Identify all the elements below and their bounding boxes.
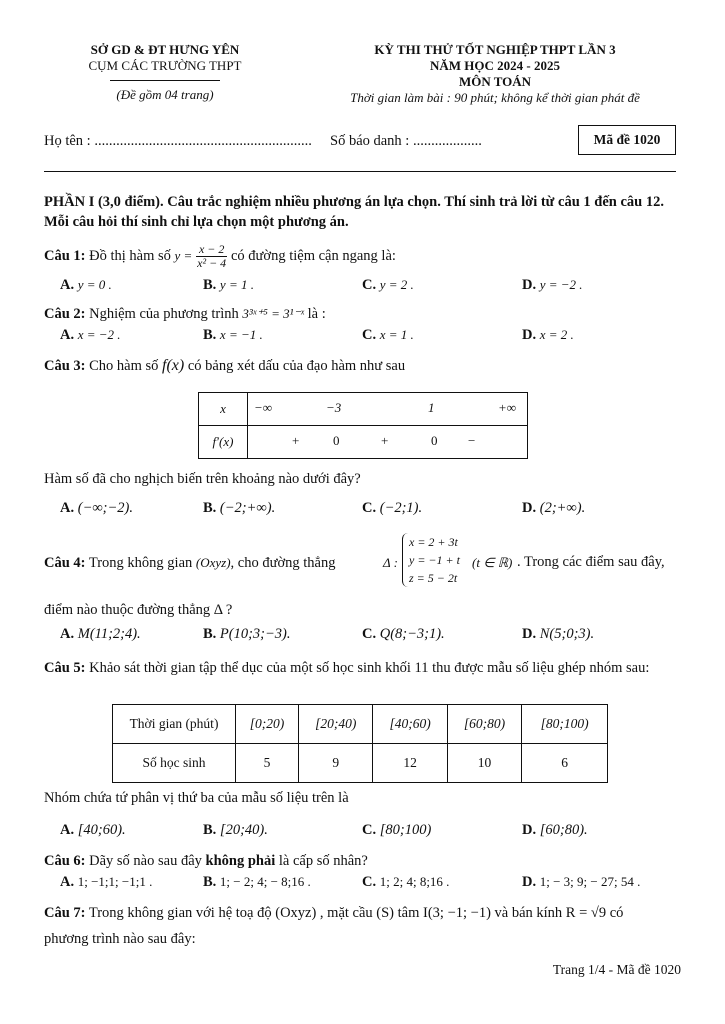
count-0: 5 xyxy=(236,744,299,783)
q6-opt-a-label: A. xyxy=(60,874,75,890)
q5-label: Câu 5: xyxy=(44,660,86,676)
q3-label: Câu 3: xyxy=(44,358,86,374)
q6-stem xyxy=(44,853,368,870)
q2-opt-b[interactable]: x = −1 . xyxy=(219,327,263,342)
header-rule xyxy=(44,171,676,172)
count-4: 6 xyxy=(522,744,608,783)
sign-table-row-fprime xyxy=(199,426,528,459)
group-1: [20;40) xyxy=(299,705,373,744)
q6-opt-b[interactable]: 1; − 2; 4; − 8;16 . xyxy=(219,874,311,889)
q4-opt-b[interactable]: P(10;3;−3). xyxy=(219,626,291,642)
header-left xyxy=(60,42,270,103)
q4-line2: điểm nào thuộc đường thẳng Δ ? xyxy=(44,602,233,618)
q2-opt-a-label: A. xyxy=(60,327,75,343)
q5-text: Khảo sát thời gian tập thể dục của một số học sinh khối 11 thu được mẫu số liệu ghép nhóm sau: xyxy=(89,660,650,676)
group-0: [0;20) xyxy=(236,705,299,744)
q6-opt-c-label: C. xyxy=(362,874,377,890)
q5-opt-b-label: B. xyxy=(203,822,217,838)
q3-stem xyxy=(44,357,405,375)
x-val-3: +∞ xyxy=(498,400,517,415)
q4-opt-d-label: D. xyxy=(522,626,537,642)
sign-table xyxy=(198,392,528,459)
q1-opt-a[interactable]: y = 0 . xyxy=(77,277,112,292)
q4-system xyxy=(402,533,460,587)
q4-eq-y: y = −1 + t xyxy=(409,553,460,567)
q2-options xyxy=(60,327,680,347)
divider xyxy=(110,80,220,81)
q7-stem xyxy=(44,905,684,922)
q4-eq-z: z = 5 − 2t xyxy=(409,571,458,585)
candidate-id-field: Số báo danh : ................... xyxy=(330,133,482,149)
q1-label: Câu 1: xyxy=(44,247,86,264)
q5-stem xyxy=(44,658,680,678)
q1-opt-d-label: D. xyxy=(522,277,537,293)
q2-opt-b-label: B. xyxy=(203,327,217,343)
q1-opt-b-label: B. xyxy=(203,277,217,293)
sign-table-fprime-values xyxy=(248,426,528,459)
freq-head-time: Thời gian (phút) xyxy=(113,705,236,744)
q6-opt-a[interactable]: 1; −1;1; −1;1 . xyxy=(77,874,153,889)
q1-opt-c-label: C. xyxy=(362,277,377,293)
q3-fx: f(x) xyxy=(162,357,185,374)
x-val-1: −3 xyxy=(326,400,342,415)
q5-opt-c[interactable]: [80;100) xyxy=(379,822,432,838)
q4-mid: , cho đường thẳng xyxy=(230,555,336,571)
q5-opt-a[interactable]: [40;60). xyxy=(77,822,126,838)
q4-opt-c-label: C. xyxy=(362,626,377,642)
q3-opt-d[interactable]: (2;+∞). xyxy=(539,500,586,516)
subject: MÔN TOÁN xyxy=(458,74,532,89)
sign-table-fprime-head: f′(x) xyxy=(199,426,248,459)
q4-post: . Trong các điểm sau đây, xyxy=(517,554,665,570)
q4-opt-b-label: B. xyxy=(203,626,217,642)
sign-2: + xyxy=(381,433,389,448)
count-3: 10 xyxy=(447,744,521,783)
q1-opt-a-label: A. xyxy=(60,277,75,293)
sign-4: − xyxy=(468,433,476,448)
q6-opt-d[interactable]: 1; − 3; 9; − 27; 54 . xyxy=(539,874,641,889)
q5-opt-a-label: A. xyxy=(60,822,75,838)
q3-options xyxy=(60,500,680,520)
q4-oxyz: (Oxyz) xyxy=(195,555,231,570)
q2-pre: Nghiệm của phương trình xyxy=(89,306,239,322)
frequency-table xyxy=(112,704,608,783)
q4-pre: Trong không gian xyxy=(88,555,193,571)
exam-code-box: Mã đề 1020 xyxy=(578,125,676,155)
q4-opt-d[interactable]: N(5;0;3). xyxy=(539,626,595,642)
q7-text: Trong không gian với hệ toạ độ (Oxyz) , mặt cầu (S) tâm I(3; −1; −1) và bán kính R = √9 có xyxy=(88,905,624,921)
q3-opt-b-label: B. xyxy=(203,500,217,516)
group-4: [80;100) xyxy=(522,705,608,744)
q2-opt-d[interactable]: x = 2 . xyxy=(539,327,574,342)
q4-opt-c[interactable]: Q(8;−3;1). xyxy=(379,626,445,642)
sign-table-x-values xyxy=(248,393,528,426)
q6-post: là cấp số nhân? xyxy=(278,853,368,869)
pages-note: (Đề gồm 04 trang) xyxy=(116,87,214,102)
q3-opt-a[interactable]: (−∞;−2). xyxy=(77,500,134,516)
q4-options xyxy=(60,626,680,646)
q2-opt-d-label: D. xyxy=(522,327,537,343)
school-year: NĂM HỌC 2024 - 2025 xyxy=(430,58,560,73)
q6-opt-b-label: B. xyxy=(203,874,217,890)
q6-options xyxy=(60,874,680,894)
q3-opt-b[interactable]: (−2;+∞). xyxy=(219,500,276,516)
freq-row-counts xyxy=(113,744,608,783)
q5-options xyxy=(60,822,680,842)
q1-yeq: y = xyxy=(174,247,193,263)
q7-line2: phương trình nào sau đây: xyxy=(44,931,196,947)
sign-table-row-x xyxy=(199,393,528,426)
q2-opt-c-label: C. xyxy=(362,327,377,343)
q6-pre: Dãy số nào sau đây xyxy=(89,853,202,869)
group-2: [40;60) xyxy=(373,705,447,744)
count-1: 9 xyxy=(299,744,373,783)
candidate-name-field: Họ tên : ............................................................ xyxy=(44,133,312,149)
freq-row-groups xyxy=(113,705,608,744)
q4-cond: (t ∈ ℝ) xyxy=(472,555,513,570)
q3-pre: Cho hàm số xyxy=(89,358,159,374)
q3-opt-c-label: C. xyxy=(362,500,377,516)
cluster-name: CỤM CÁC TRƯỜNG THPT xyxy=(88,58,242,73)
q7-label: Câu 7: xyxy=(44,905,86,921)
page-footer: Trang 1/4 - Mã đề 1020 xyxy=(552,962,681,977)
q5-opt-d-label: D. xyxy=(522,822,537,838)
q2-stem xyxy=(44,306,326,323)
group-3: [60;80) xyxy=(447,705,521,744)
q1-stem xyxy=(44,243,396,270)
q5-opt-b[interactable]: [20;40). xyxy=(219,822,268,838)
sign-0: + xyxy=(292,433,300,448)
q4-opt-a-label: A. xyxy=(60,626,75,642)
sign-3: 0 xyxy=(431,433,438,448)
count-2: 12 xyxy=(373,744,447,783)
exam-title: KỲ THI THỬ TỐT NGHIỆP THPT LẦN 3 xyxy=(374,42,616,57)
q2-equation: 3³ˣ⁺⁵ = 3¹⁻ˣ xyxy=(242,306,305,321)
q3-opt-d-label: D. xyxy=(522,500,537,516)
q5-opt-c-label: C. xyxy=(362,822,377,838)
q4-stem-left xyxy=(44,555,335,572)
q4-opt-a[interactable]: M(11;2;4). xyxy=(77,626,141,642)
q1-denominator: x² − 4 xyxy=(197,256,227,270)
q1-options xyxy=(60,277,680,297)
sign-table-x-head: x xyxy=(199,393,248,426)
q2-opt-a[interactable]: x = −2 . xyxy=(77,327,121,342)
q1-pre: Đồ thị hàm số xyxy=(89,247,171,264)
q1-numerator: x − 2 xyxy=(196,243,227,257)
q1-opt-c[interactable]: y = 2 . xyxy=(379,277,414,292)
q4-eq-x: x = 2 + 3t xyxy=(409,535,458,549)
sign-1: 0 xyxy=(333,433,340,448)
q1-opt-d[interactable]: y = −2 . xyxy=(539,277,583,292)
q3-question: Hàm số đã cho nghịch biến trên khoảng nào dưới đây? xyxy=(44,471,361,487)
q1-post: có đường tiệm cận ngang là: xyxy=(231,247,396,264)
freq-head-count: Số học sinh xyxy=(113,744,236,783)
q3-opt-c[interactable]: (−2;1). xyxy=(379,500,423,516)
q6-label: Câu 6: xyxy=(44,853,86,869)
q6-bold: không phải xyxy=(205,853,276,869)
q3-post: có bảng xét dấu của đạo hàm như sau xyxy=(187,358,406,374)
q3-opt-a-label: A. xyxy=(60,500,75,516)
q2-opt-c[interactable]: x = 1 . xyxy=(379,327,414,342)
q5-opt-d[interactable]: [60;80). xyxy=(539,822,588,838)
dept-name: SỞ GD & ĐT HƯNG YÊN xyxy=(90,42,240,57)
time-note: Thời gian làm bài : 90 phút; không kể thời gian phát đề xyxy=(350,90,640,105)
x-val-0: −∞ xyxy=(254,400,273,415)
q2-label: Câu 2: xyxy=(44,306,86,322)
q1-opt-b[interactable]: y = 1 . xyxy=(219,277,254,292)
x-val-2: 1 xyxy=(428,400,435,415)
q6-opt-d-label: D. xyxy=(522,874,537,890)
q2-post: là : xyxy=(307,306,326,322)
q5-question: Nhóm chứa tứ phân vị thứ ba của mẫu số liệu trên là xyxy=(44,790,349,806)
q6-opt-c[interactable]: 1; 2; 4; 8;16 . xyxy=(379,874,450,889)
part1-title: PHẦN I (3,0 điểm). Câu trắc nghiệm nhiều phương án lựa chọn. Thí sinh trả lời từ câu 1 đến câu 12. Mỗi câu hỏi thí sinh chỉ lựa chọn một phương án. xyxy=(44,194,664,230)
header-right xyxy=(300,42,690,106)
q1-fraction xyxy=(196,243,227,270)
q4-delta: Δ : xyxy=(383,555,398,570)
q4-label: Câu 4: xyxy=(44,555,86,571)
